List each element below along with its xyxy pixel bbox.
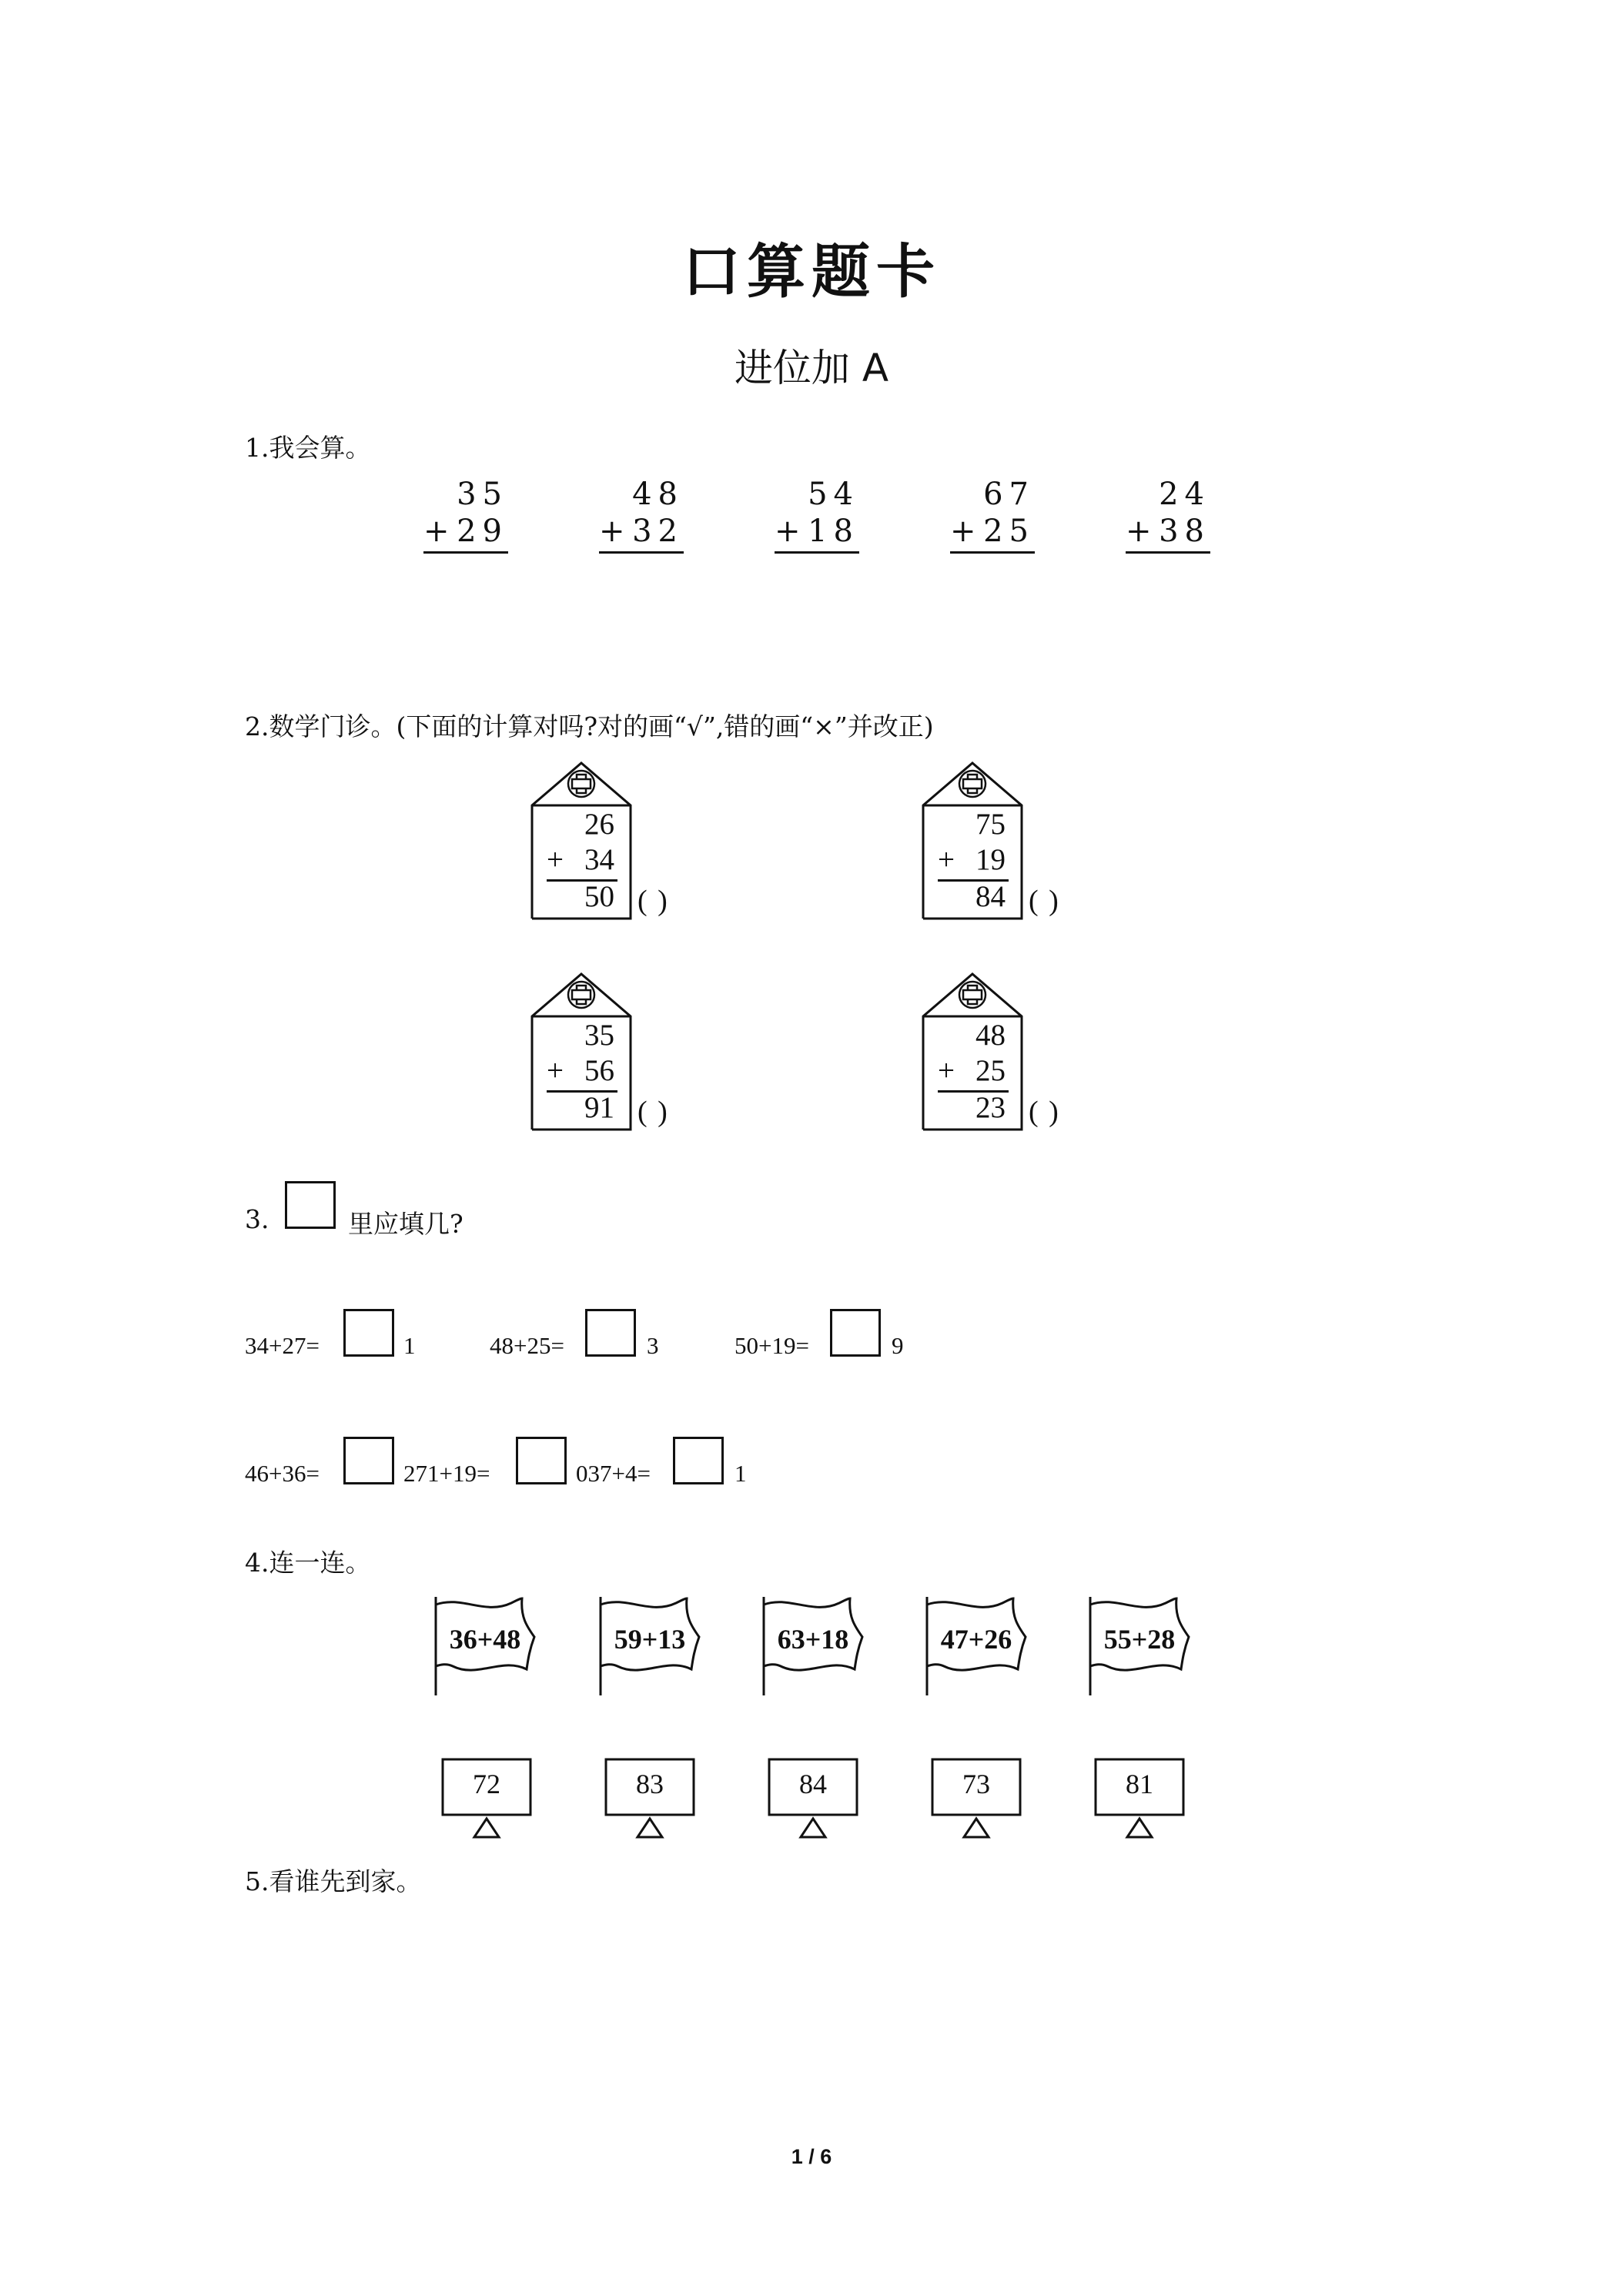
question-1-title: 1.我会算。 — [245, 433, 371, 463]
screen-answer-5[interactable] — [1093, 1757, 1186, 1843]
equation-right: 3 — [647, 1332, 659, 1359]
screen-answer-4[interactable] — [930, 1757, 1022, 1843]
sum-line — [1126, 551, 1210, 554]
answer-parentheses[interactable]: ( ) — [1029, 885, 1060, 917]
example-answer-box — [285, 1181, 336, 1229]
addend-b: 38 — [1159, 514, 1210, 549]
flag-label: 63+18 — [777, 1624, 849, 1655]
flag-expression-1[interactable] — [431, 1594, 539, 1699]
question-5-title: 5.看谁先到家。 — [245, 1866, 422, 1896]
answer-parentheses[interactable]: ( ) — [1029, 1096, 1060, 1128]
equation-left: 46+36= — [245, 1460, 320, 1487]
vertical-addition-3 — [775, 476, 859, 554]
screen-number: 84 — [799, 1769, 827, 1799]
vertical-addition-5 — [1126, 476, 1210, 554]
addend-b: 25 — [975, 1054, 1006, 1087]
house-result: 84 — [975, 880, 1006, 913]
addend-a: 54 — [808, 477, 859, 512]
house-problem-4 — [921, 972, 1024, 1132]
house-outline-icon — [530, 972, 633, 1132]
plus-sign: + — [775, 514, 807, 549]
house-result: 23 — [975, 1091, 1006, 1124]
page-number: 1 / 6 — [791, 2145, 832, 2168]
flag-label: 47+26 — [940, 1624, 1012, 1655]
flag-expression-5[interactable] — [1086, 1594, 1193, 1699]
answer-box[interactable] — [585, 1309, 636, 1357]
addend-b: 29 — [457, 514, 508, 549]
flag-expression-2[interactable] — [596, 1594, 704, 1699]
answer-box[interactable] — [673, 1437, 724, 1484]
plus-sign: + — [599, 514, 631, 549]
question-2-title: 2.数学门诊。(下面的计算对吗?对的画“√”,错的画“×”并改正) — [245, 711, 934, 741]
page-subtitle: 进位加 A — [734, 346, 889, 390]
equation-right: 9 — [892, 1332, 904, 1359]
screen-number: 83 — [636, 1769, 664, 1799]
addend-b: 18 — [808, 514, 859, 549]
addend-a: 67 — [983, 477, 1035, 512]
house-problem-3 — [530, 972, 633, 1132]
house-problem-2 — [921, 761, 1024, 921]
screen-number: 72 — [473, 1769, 500, 1799]
addend-b: 56 — [584, 1054, 614, 1087]
answer-box[interactable] — [516, 1437, 567, 1484]
house-problem-1 — [530, 761, 633, 921]
addend-a: 35 — [457, 477, 508, 512]
addend-b: 34 — [584, 843, 614, 876]
screen-answer-2[interactable] — [604, 1757, 696, 1843]
vertical-addition-2 — [599, 476, 684, 554]
flag-label: 59+13 — [614, 1624, 686, 1655]
house-outline-icon — [921, 972, 1024, 1132]
plus-sign: + — [938, 843, 955, 876]
equation-left: 48+25= — [490, 1332, 564, 1359]
screen-answer-3[interactable] — [767, 1757, 859, 1843]
plus-sign: + — [547, 843, 564, 876]
vertical-addition-1 — [423, 476, 508, 554]
equation-right: 1 — [735, 1460, 747, 1487]
plus-sign: + — [938, 1054, 955, 1087]
screen-number: 81 — [1126, 1769, 1153, 1799]
equation-left: 50+19= — [735, 1332, 809, 1359]
plus-sign: + — [423, 514, 456, 549]
addend-b: 19 — [975, 843, 1006, 876]
addend-a: 35 — [584, 1019, 614, 1052]
flag-expression-4[interactable] — [922, 1594, 1030, 1699]
sum-line — [775, 551, 859, 554]
flag-label: 55+28 — [1103, 1624, 1176, 1655]
sum-line — [599, 551, 684, 554]
addend-a: 24 — [1159, 477, 1210, 512]
vertical-addition-4 — [950, 476, 1035, 554]
answer-box[interactable] — [830, 1309, 881, 1357]
addend-b: 32 — [632, 514, 684, 549]
answer-box[interactable] — [343, 1437, 394, 1484]
question-3-prefix: 3. — [245, 1204, 269, 1234]
addend-b: 25 — [983, 514, 1035, 549]
equation-left: 037+4= — [576, 1460, 651, 1487]
plus-sign: + — [1126, 514, 1158, 549]
house-result: 50 — [584, 880, 614, 913]
equation-left: 271+19= — [403, 1460, 490, 1487]
house-outline-icon — [921, 761, 1024, 921]
sum-line — [950, 551, 1035, 554]
page-title: 口算题卡 — [682, 237, 941, 306]
answer-box[interactable] — [343, 1309, 394, 1357]
answer-parentheses[interactable]: ( ) — [637, 1096, 669, 1128]
addend-a: 48 — [632, 477, 684, 512]
house-result: 91 — [584, 1091, 614, 1124]
flag-expression-3[interactable] — [759, 1594, 867, 1699]
question-4-title: 4.连一连。 — [245, 1548, 371, 1578]
screen-number: 73 — [962, 1769, 990, 1799]
house-outline-icon — [530, 761, 633, 921]
plus-sign: + — [547, 1054, 564, 1087]
question-3-title: 里应填几? — [348, 1209, 463, 1239]
screen-answer-1[interactable] — [440, 1757, 533, 1843]
addend-a: 26 — [584, 808, 614, 841]
addend-a: 75 — [975, 808, 1006, 841]
flag-label: 36+48 — [449, 1624, 521, 1655]
sum-line — [423, 551, 508, 554]
addend-a: 48 — [975, 1019, 1006, 1052]
equation-left: 34+27= — [245, 1332, 320, 1359]
equation-right: 1 — [403, 1332, 416, 1359]
plus-sign: + — [950, 514, 982, 549]
answer-parentheses[interactable]: ( ) — [637, 885, 669, 917]
